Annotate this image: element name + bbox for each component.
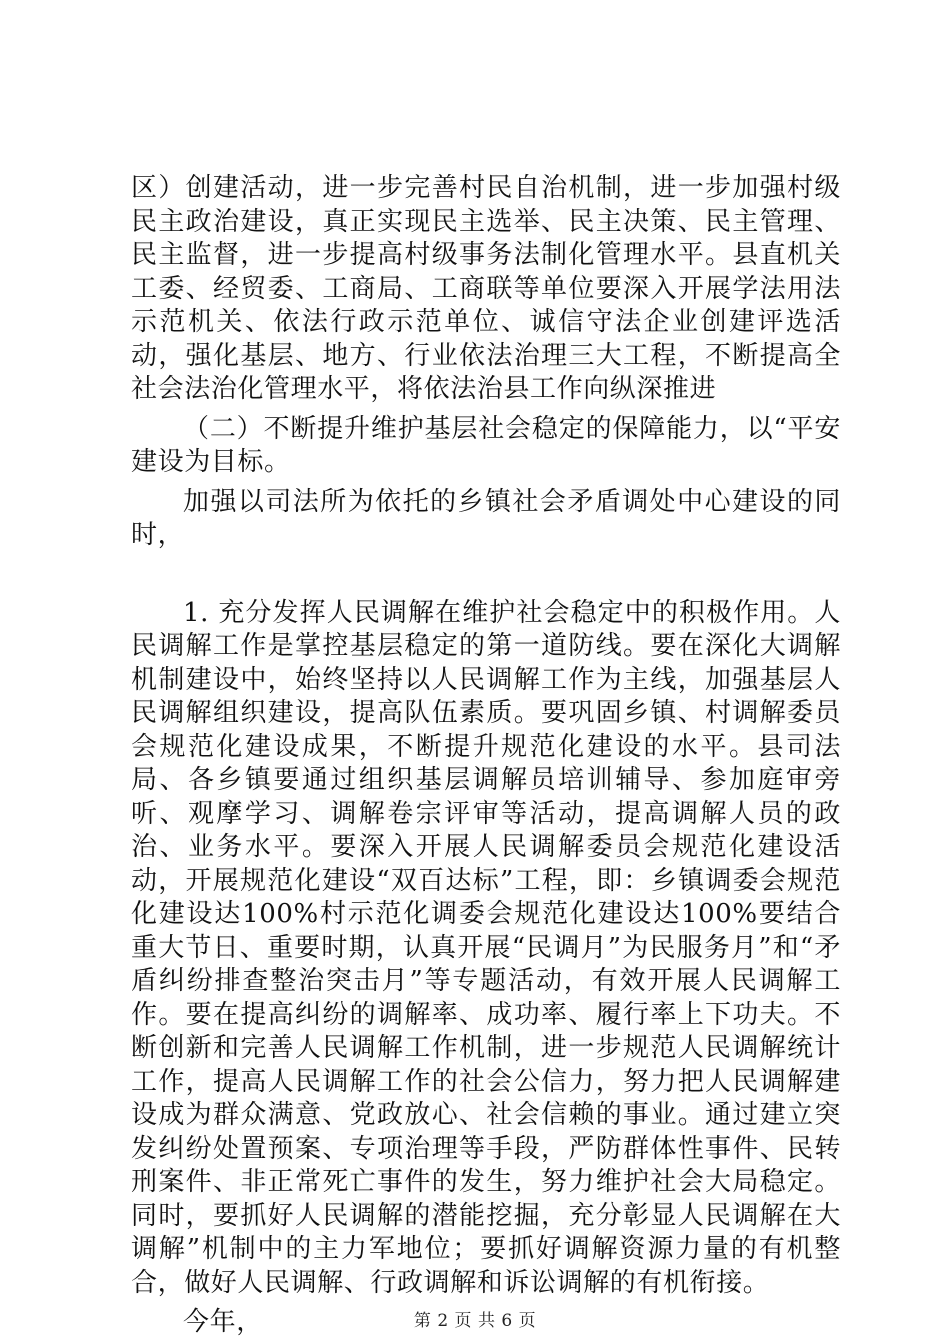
paragraph-item-1: 1. 充分发挥人民调解在维护社会稳定中的积极作用。人民调解工作是掌控基层稳定的第一道防线。要在深化大调解机制建设中，始终坚持以人民调解工作为主线，加强基层人民调解组织建设，提高队伍素质。要巩固乡镇、村调解委员会规范化建设成果，不断提升规范化建设的水平。县司法局、各乡镇要通过组织基层调解员培训辅导、参加庭审旁听、观摩学习、调解卷宗评审等活动，提高调解人员的政治、业务水平。要深入开展人民调解委员会规范化建设活动，开展规范化建设“双百达标”工程，即：乡镇调委会规范化建设达100%村示范化调委会规范化建设达100%要结合重大节日、重要时期，认真开展“民调月”为民服务月”和“矛盾纠纷排查整治突击月”等专题活动，有效开展人民调解工作。要在提高纠纷的调解率、成功率、履行率上下功夫。不断创新和完善人民调解工作机制，进一步规范人民调解统计工作，提高人民调解工作的社会公信力，努力把人民调解建设成为群众满意、党政放心、社会信赖的事业。通过建立突发纠纷处置预案、专项治理等手段，严防群体性事件、民转刑案件、非正常死亡事件的发生，努力维护社会大局稳定。同时，要抓好人民调解的潜能挖掘，充分彰显人民调解在大调解”机制中的主力军地位；要抓好调解资源力量的有机整合，做好人民调解、行政调解和诉讼调解的有机衔接。 [131,597,841,1298]
document-body [131,172,841,1340]
paragraph-continuation: 区）创建活动，进一步完善村民自治机制，进一步加强村级民主政治建设，真正实现民主选举、民主决策、民主管理、民主监督，进一步提高村级事务法制化管理水平。县直机关工委、经贸委、工商局、工商联等单位要深入开展学法用法示范机关、依法行政示范单位、诚信守法企业创建评选活动，强化基层、地方、行业依法治理三大工程，不断提高全社会法治化管理水平，将依法治县工作向纵深推进 [131,173,841,404]
paragraph-intro: 加强以司法所为依托的乡镇社会矛盾调处中心建设的同时， [131,486,841,550]
page-number-footer: 第 2 页 共 6 页 [413,1311,537,1331]
section-heading: （二）不断提升维护基层社会稳定的保障能力，以“平安建设为目标。 [131,413,841,477]
paragraph-closing: 今年， [183,1307,263,1337]
